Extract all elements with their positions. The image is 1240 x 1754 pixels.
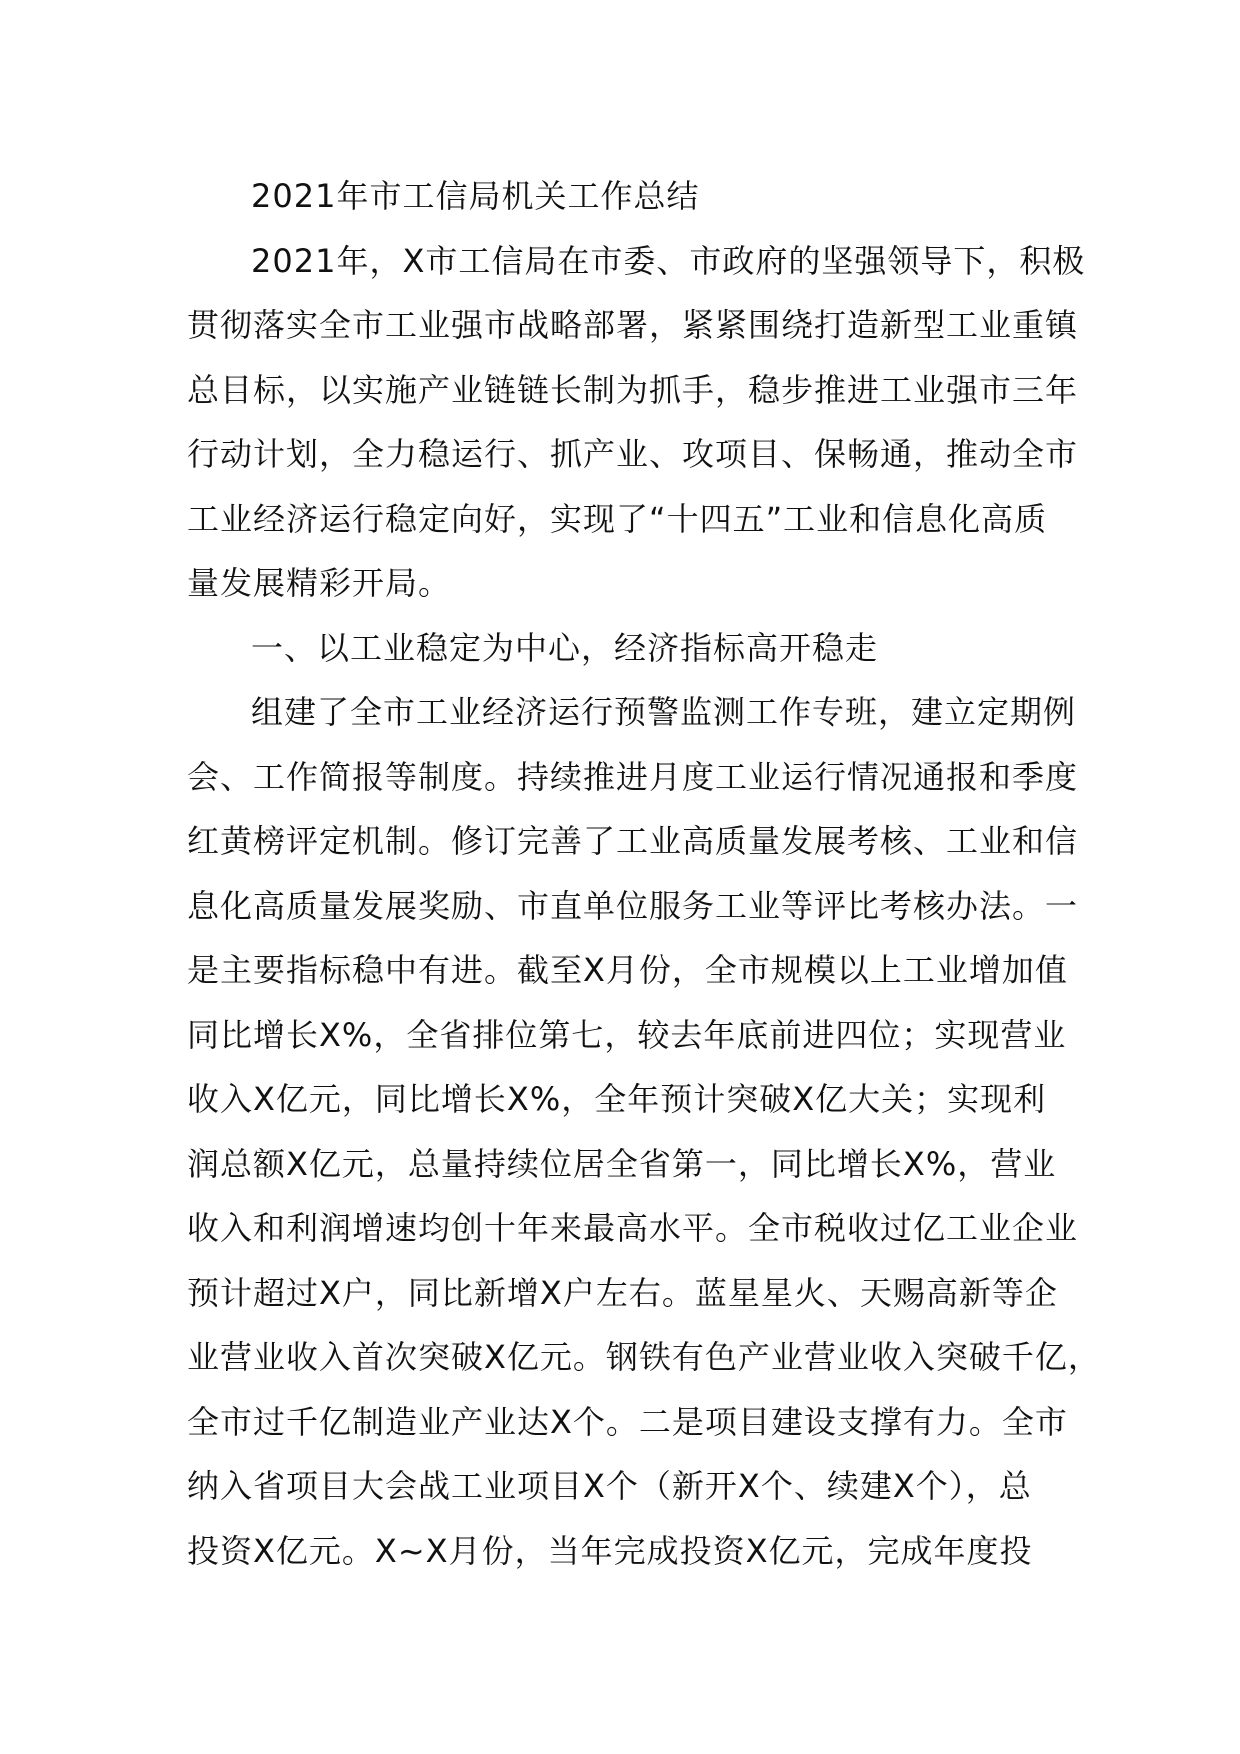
paragraph-line: 贯彻落实全市工业强市战略部署，紧紧围绕打造新型工业重镇 <box>187 306 1079 344</box>
paragraph-line: 工业经济运行稳定向好，实现了“十四五”工业和信息化高质 <box>187 499 1048 538</box>
paragraph-line: 收入和利润增速均创十年来最高水平。全市税收过亿工业企业 <box>187 1209 1079 1247</box>
paragraph-line: 全市过千亿制造业产业达X个。二是项目建设支撑有力。全市 <box>187 1402 1068 1441</box>
paragraph-line: 量发展精彩开局。 <box>187 564 452 602</box>
paragraph-line: 同比增长X%，全省排位第七，较去年底前进四位；实现营业 <box>187 1015 1067 1054</box>
paragraph-line: 润总额X亿元，总量持续位居全省第一，同比增长X%，营业 <box>187 1144 1057 1183</box>
paragraph-line: 行动计划，全力稳运行、抓产业、攻项目、保畅通，推动全市 <box>187 435 1079 473</box>
paragraph-line: 息化高质量发展奖励、市直单位服务工业等评比考核办法。一 <box>187 886 1079 925</box>
paragraph-line: 红黄榜评定机制。修订完善了工业高质量发展考核、工业和信 <box>187 822 1079 860</box>
paragraph-line: 业营业收入首次突破X亿元。钢铁有色产业营业收入突破千亿， <box>187 1338 1101 1376</box>
paragraph-line: 组建了全市工业经济运行预警监测工作专班，建立定期例 <box>251 693 1077 731</box>
paragraph-line: 收入X亿元，同比增长X%，全年预计突破X亿大关；实现利 <box>187 1080 1047 1118</box>
paragraph-line: 总目标，以实施产业链链长制为抓手，稳步推进工业强市三年 <box>187 370 1079 409</box>
document-body <box>187 164 1101 1583</box>
paragraph-line: 投资X亿元。X~X月份，当年完成投资X亿元，完成年度投 <box>187 1531 1033 1570</box>
paragraph-line: 预计超过X户，同比新增X户左右。蓝星星火、天赐高新等企 <box>187 1273 1058 1312</box>
paragraph-line: 是主要指标稳中有进。截至X月份，全市规模以上工业增加值 <box>187 951 1068 989</box>
paragraph-line: 会、工作简报等制度。持续推进月度工业运行情况通报和季度 <box>187 757 1079 796</box>
document-title: 2021年市工信局机关工作总结 <box>251 177 700 215</box>
section-heading: 一、以工业稳定为中心，经济指标高开稳走 <box>251 628 879 667</box>
paragraph-line: 纳入省项目大会战工业项目X个（新开X个、续建X个），总 <box>187 1467 1032 1505</box>
paragraph-line: 2021年，X市工信局在市委、市政府的坚强领导下，积极 <box>251 241 1086 280</box>
